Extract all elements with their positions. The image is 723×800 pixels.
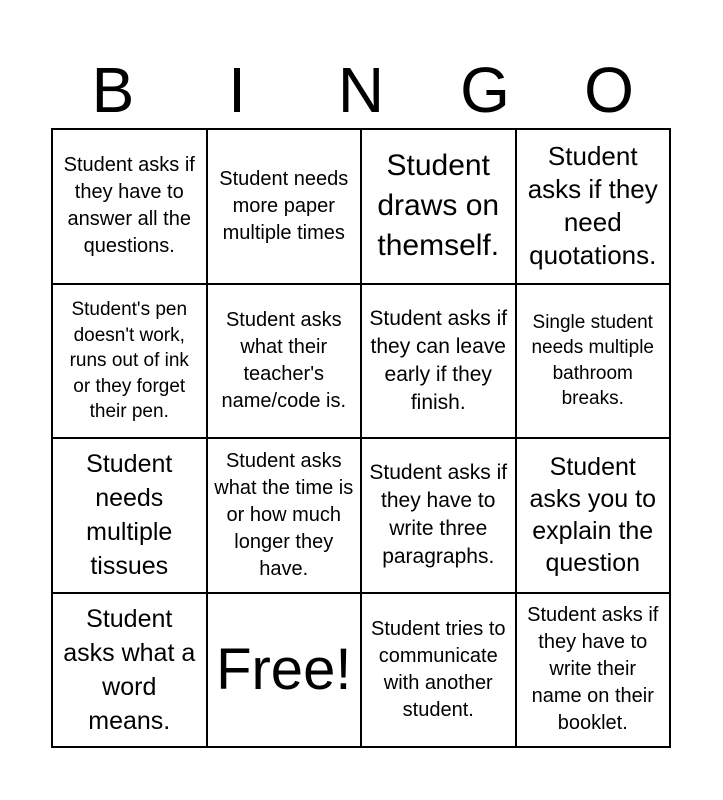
bingo-cell[interactable] xyxy=(53,594,208,749)
bingo-cell[interactable] xyxy=(517,130,672,285)
cell-text: Student asks what a word means. xyxy=(63,604,196,735)
header-letter-i: I xyxy=(228,54,246,126)
cell-text: Student asks if they can leave early if they finish. xyxy=(369,306,508,414)
bingo-cell[interactable] xyxy=(517,439,672,594)
header-letter-g: G xyxy=(460,54,510,126)
cell-text: Student asks if they have to answer all the questions. xyxy=(63,154,195,258)
cell-text: Student tries to communicate with another student. xyxy=(370,617,506,721)
free-cell[interactable] xyxy=(208,594,363,749)
cell-text: Student draws on themself. xyxy=(377,149,500,263)
cell-text: Student asks what their teacher's name/code is. xyxy=(221,308,346,412)
cell-text: Student asks if they need quotations. xyxy=(527,141,658,271)
bingo-cell[interactable] xyxy=(362,130,517,285)
bingo-cell[interactable] xyxy=(53,130,208,285)
bingo-cell[interactable] xyxy=(208,130,363,285)
bingo-grid xyxy=(51,128,671,748)
cell-text: Single student needs multiple bathroom breaks. xyxy=(531,311,655,410)
bingo-cell[interactable] xyxy=(208,285,363,440)
bingo-cell[interactable] xyxy=(517,285,672,440)
cell-text: Student needs more paper multiple times xyxy=(219,167,349,244)
header-letter-b: B xyxy=(91,54,135,126)
bingo-cell[interactable] xyxy=(53,439,208,594)
bingo-cell[interactable] xyxy=(362,439,517,594)
header-letter-o: O xyxy=(584,54,634,126)
header-letter-n: N xyxy=(337,54,385,126)
cell-text: Student's pen doesn't work, runs out of ink or they forget their pen. xyxy=(69,299,189,422)
cell-text: Student needs multiple tissues xyxy=(86,450,173,581)
cell-text: Student asks if they have to write their name on their booklet. xyxy=(527,604,659,735)
cell-text: Student asks what the time is or how much longer they have. xyxy=(214,449,354,580)
cell-text: Student asks if they have to write three paragraphs. xyxy=(369,461,508,569)
bingo-cell[interactable] xyxy=(208,439,363,594)
bingo-cell[interactable] xyxy=(362,285,517,440)
bingo-cell[interactable] xyxy=(53,285,208,440)
bingo-header xyxy=(51,50,671,130)
free-text: Free! xyxy=(216,636,352,702)
cell-text: Student asks you to explain the question xyxy=(529,453,656,578)
bingo-cell[interactable] xyxy=(362,594,517,749)
bingo-cell[interactable] xyxy=(517,594,672,749)
